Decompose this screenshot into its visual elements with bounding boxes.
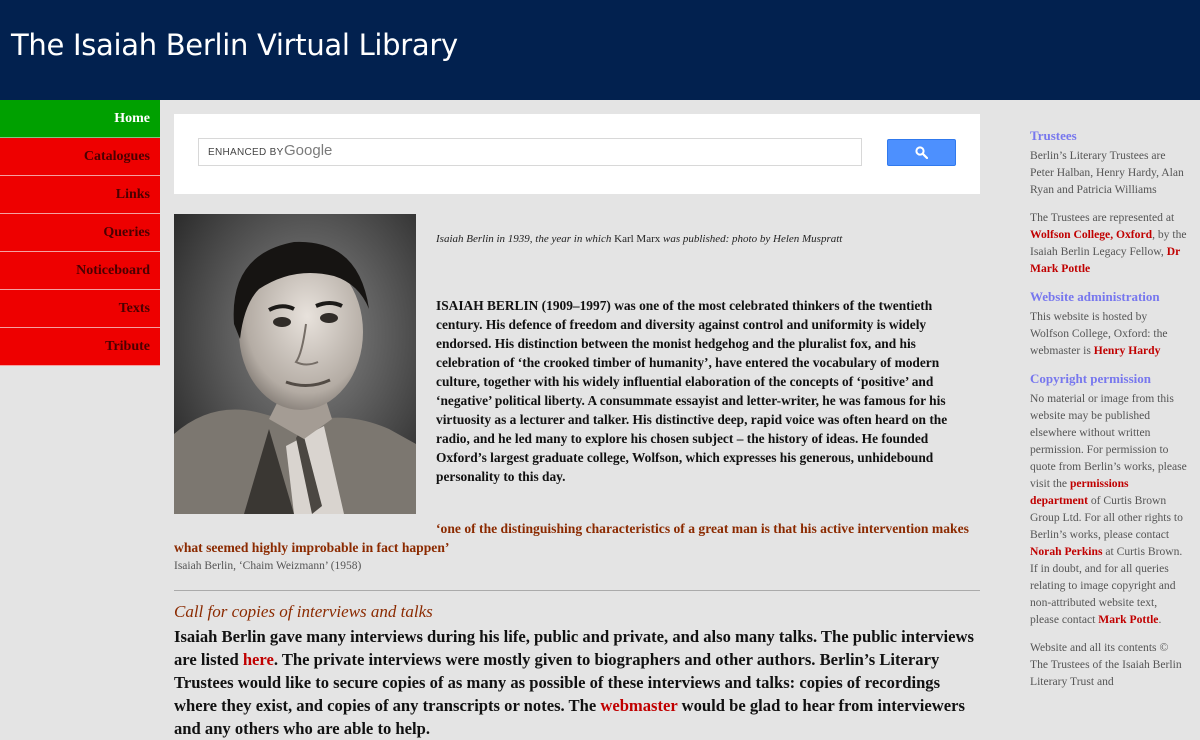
search-field[interactable] — [198, 138, 862, 166]
callout-text-1: Isaiah Berlin gave many interviews during his life, public and private, and also many talks. The public interviews are listed — [174, 627, 974, 669]
admin-text — [1030, 308, 1188, 359]
trustees-rep-text-2: , by the Isaiah Berlin Legacy Fellow, — [1030, 228, 1187, 258]
copyright-text-d: . — [1158, 613, 1162, 626]
nav-item-texts[interactable]: Texts — [0, 290, 160, 328]
henry-hardy-link[interactable]: Henry Hardy — [1093, 344, 1161, 357]
admin-section — [1030, 288, 1188, 359]
search-input[interactable] — [339, 141, 853, 165]
copyright-text-b: of Curtis Brown Group Ltd. For all other rights to Berlin’s works, please contact — [1030, 494, 1183, 541]
admin-text-body: This website is hosted by Wolfson College, Oxford: the webmaster is — [1030, 310, 1168, 357]
featured-quote: ‘one of the distinguishing characteristics of a great man is that his active intervention makes what seemed highly improbable in fact happen’ — [174, 521, 969, 555]
search-icon — [915, 146, 928, 159]
trustees-rep-text-1: The Trustees are represented at — [1030, 211, 1175, 224]
nav-item-noticeboard[interactable]: Noticeboard — [0, 252, 160, 290]
caption-prefix: Isaiah Berlin in 1939, the year in which — [436, 233, 615, 245]
callout-text-3: would be glad to hear from interviewers and any others who are able to help. — [174, 696, 965, 738]
mark-pottle-link[interactable]: Dr Mark Pottle — [1030, 245, 1181, 275]
trustees-section — [1030, 127, 1188, 277]
copyright-text-c: at Curtis Brown. If in doubt, and for all queries relating to image copyright and non-attributed website text, please contact — [1030, 545, 1183, 626]
main-nav — [0, 100, 160, 366]
permissions-department-link[interactable]: permissions department — [1030, 477, 1129, 507]
biography — [436, 296, 976, 486]
nav-item-catalogues[interactable]: Catalogues — [0, 138, 160, 176]
mark-pottle-contact-link[interactable]: Mark Pottle — [1098, 613, 1159, 626]
callout-heading: Call for copies of interviews and talks — [174, 602, 433, 621]
copyright-text — [1030, 390, 1188, 628]
copyright-heading: Copyright permission — [1030, 371, 1151, 386]
nav-item-queries[interactable]: Queries — [0, 214, 160, 252]
enhanced-by-label: ENHANCED BY — [208, 147, 284, 158]
caption-book-title: Karl Marx — [614, 233, 661, 245]
nav-item-tribute[interactable]: Tribute — [0, 328, 160, 366]
site-header — [0, 0, 1200, 100]
callout-text-2: . The private interviews were mostly given to biographers and other authors. Berlin’s Literary Trustees would like to secure copies of as many as possible of these interviews and talks: copies of recordings where they exist, and copies of any transcripts or notes. The — [174, 650, 941, 715]
trustees-representation — [1030, 209, 1188, 277]
right-sidebar — [1030, 127, 1188, 701]
admin-heading: Website administration — [1030, 289, 1160, 304]
copyright-text-a: No material or image from this website may be published elsewhere without written permission. For permission to quote from Berlin’s works, please visit the — [1030, 392, 1187, 490]
quote-source: Isaiah Berlin, ‘Chaim Weizmann’ (1958) — [174, 560, 362, 572]
trustees-heading: Trustees — [1030, 128, 1077, 143]
copyright-section — [1030, 370, 1188, 628]
interviews-here-link[interactable]: here — [242, 650, 274, 669]
nav-item-links[interactable]: Links — [0, 176, 160, 214]
section-divider — [174, 590, 980, 591]
photo-caption — [436, 233, 976, 245]
norah-perkins-link[interactable]: Norah Perkins — [1030, 545, 1103, 558]
google-logo: Google — [284, 142, 333, 159]
webmaster-link[interactable]: webmaster — [600, 696, 678, 715]
search-button[interactable] — [887, 139, 956, 166]
wolfson-college-link[interactable]: Wolfson College, Oxford — [1030, 228, 1153, 241]
biography-text: ISAIAH BERLIN (1909–1997) was one of the most celebrated thinkers of the twentieth century. His defence of freedom and diversity against control and uniformity is widely endorsed. His distinction between the monist hedgehog and the pluralist fox, and his celebration of ‘the crooked timber of humanity’, have entered the vocabulary of modern culture, together with his widely influential elaboration of the concepts of ‘positive’ and ‘negative’ political liberty. A consummate essayist and letter-writer, he was famous for his virtuosity as a lecturer and talker. His distinctive deep, rapid voice was often heard on the radio, and he led many to explore his chosen subject – the history of ideas. He founded Oxford’s largest graduate college, Wolfson, which expresses his generous, unhidebound personality to this day. — [436, 298, 948, 484]
callout-body — [174, 625, 980, 740]
search-panel — [174, 114, 980, 194]
caption-suffix: was published: photo by Helen Muspratt — [660, 233, 843, 245]
portrait-photo — [174, 214, 416, 514]
nav-item-home[interactable]: Home — [0, 100, 160, 138]
site-title[interactable]: The Isaiah Berlin Virtual Library — [11, 28, 458, 62]
trustees-text: Berlin’s Literary Trustees are Peter Halban, Henry Hardy, Alan Ryan and Patricia Williams — [1030, 149, 1184, 196]
footer-copyright: Website and all its contents © The Trustees of the Isaiah Berlin Literary Trust and — [1030, 641, 1182, 688]
